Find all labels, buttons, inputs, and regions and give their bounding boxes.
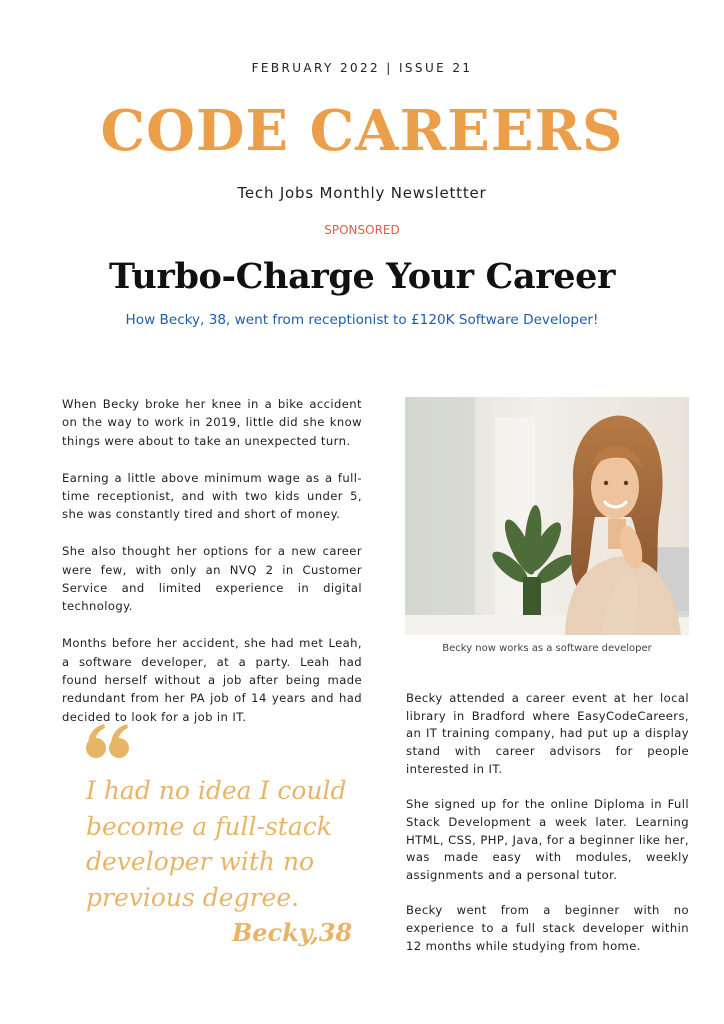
photo-caption: Becky now works as a software developer (442, 643, 652, 654)
quote-mark-icon (82, 716, 142, 776)
newsletter-masthead: CODE CAREERS (100, 98, 624, 164)
article-paragraph: She also thought her options for a new career were few, with only an NVQ 2 in Customer Service and limited experience in digital technology. (62, 544, 362, 614)
pull-quote-author: Becky,38 (232, 918, 353, 947)
sponsored-label: SPONSORED (324, 223, 400, 237)
article-right-column (406, 690, 689, 973)
pull-quote-text: I had no idea I could become a full-stack developer with no previous degree. (86, 776, 347, 912)
newsletter-tagline: Tech Jobs Monthly Newslettter (237, 184, 487, 202)
article-paragraph: When Becky broke her knee in a bike accident on the way to work in 2019, little did she know things were about to take an unexpected turn. (62, 397, 362, 448)
article-left-column (62, 395, 362, 745)
article-subheadline: How Becky, 38, went from receptionist to £120K Software Developer! (125, 312, 599, 328)
becky-photo (405, 397, 689, 635)
article-paragraph: Becky went from a beginner with no experience to a full stack developer within 12 months while studying from home. (406, 903, 689, 953)
article-paragraph: Earning a little above minimum wage as a full-time receptionist, and with two kids under 5, she was constantly tired and short of money. (62, 470, 362, 522)
article-headline: Turbo-Charge Your Career (108, 256, 616, 297)
article-paragraph: Months before her accident, she had met Leah, a software developer, at a party. Leah had found herself without a job after being made redundant from her PA job of 14 years and had decided to look for a job in IT. (62, 636, 362, 724)
article-paragraph: Becky attended a career event at her local library in Bradford where EasyCodeCareers, an IT training company, had put up a display stand with career advisors for people interested in IT. (406, 691, 689, 776)
article-paragraph: She signed up for the online Diploma in Full Stack Development a week later. Learning HTML, CSS, PHP, Java, for a beginner like her, was made easy with modules, weekly assignments and a personal tutor. (406, 797, 689, 883)
issue-date-line: FEBRUARY 2022 | ISSUE 21 (251, 61, 473, 75)
